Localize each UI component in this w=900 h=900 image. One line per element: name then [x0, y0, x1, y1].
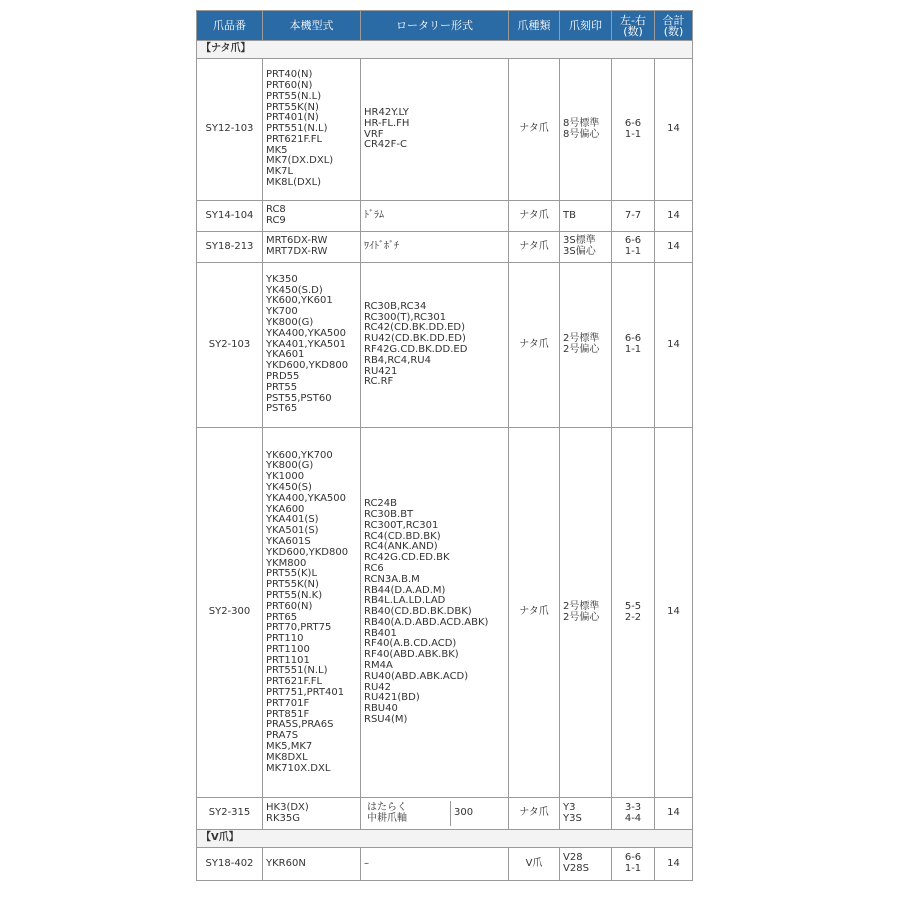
machine-model-cell-line: YKR60N: [266, 857, 306, 869]
claw-mark-cell-line: 2号標準: [563, 600, 600, 612]
machine-model-cell-line: PST55,PST60: [266, 392, 332, 404]
rotary-type-cell-line: RF42G.CD.BK.DD.ED: [364, 344, 468, 355]
machine-model-cell-line: PRT55K(N): [266, 579, 319, 591]
machine-model-cell-line: MK5,MK7: [266, 741, 313, 753]
machine-model-cell-line: PRT401(N): [266, 112, 319, 124]
machine-model-cell-line: MK8DXL: [266, 751, 308, 763]
rotary-type-line: 中耕爪軸: [367, 812, 407, 824]
machine-model-cell-line: YK800(G): [266, 317, 314, 328]
rotary-type-cell-line: RU42: [364, 681, 391, 693]
rotary-type-cell-line: RC42(CD.BK.DD.ED): [364, 322, 466, 334]
machine-model-cell-line: YK700: [266, 306, 298, 318]
machine-model-cell-line: PRT55: [266, 381, 298, 393]
rotary-type-cell: [361, 232, 509, 263]
left-right-count-cell-line: 6-6: [624, 333, 642, 345]
machine-model-cell-line: YKA401,YKA501: [266, 338, 347, 350]
header-left-right-count: 左-右 (数): [612, 11, 655, 41]
machine-model-cell-line: YKA501(S): [266, 525, 319, 537]
machine-model-cell-line: PRT551(N.L): [266, 123, 328, 135]
rotary-type-cell-line: RB40(A.D.ABD.ACD.ABK): [364, 616, 489, 628]
header-machine-model: 本機型式: [263, 11, 361, 41]
left-right-count-cell-line: 5-5: [624, 600, 642, 612]
total-count-cell: 14: [655, 59, 693, 201]
machine-model-cell-line: YKA601S: [266, 535, 311, 547]
left-right-count-cell: [612, 232, 655, 263]
left-right-count-cell: [612, 848, 655, 881]
claw-mark-cell-line: 2号偏心: [563, 344, 600, 355]
left-right-count-cell: [612, 59, 655, 201]
section-label: 【V爪】: [197, 830, 693, 848]
machine-model-cell: [263, 232, 361, 263]
claw-mark-cell: [560, 848, 612, 881]
rotary-type-cell-line: HR-FL.FH: [364, 117, 410, 129]
left-right-count-cell-line: 4-4: [624, 812, 642, 824]
machine-model-cell-line: PRT55K(N): [266, 101, 319, 113]
machine-model-cell-line: YKA600: [266, 503, 305, 515]
rotary-type-cell-line: RF40(A.B.CD.ACD): [364, 638, 457, 650]
claw-type-cell: ナタ爪: [509, 201, 560, 232]
machine-model-cell-line: PRT701F: [266, 697, 310, 709]
claw-mark-cell: [560, 263, 612, 428]
table-row: [197, 263, 693, 428]
machine-model-cell-line: PRT40(N): [266, 69, 313, 81]
machine-model-cell: [263, 201, 361, 232]
machine-model-cell-line: MRT6DX-RW: [266, 235, 328, 247]
left-right-count-cell: [612, 428, 655, 798]
claw-mark-cell: [560, 232, 612, 263]
rotary-type-cell-line: RB40(CD.BD.BK.DBK): [364, 606, 472, 618]
machine-model-cell: [263, 798, 361, 830]
claw-mark-cell-line: 2号標準: [563, 333, 600, 345]
machine-model-cell-line: PRT851F: [266, 708, 310, 720]
machine-model-cell: [263, 848, 361, 881]
machine-model-cell-line: PRT60(N): [266, 79, 313, 91]
machine-model-cell-line: YK350: [266, 273, 298, 285]
header-claw-mark: 爪刻印: [560, 11, 612, 41]
left-right-count-cell-line: 6-6: [624, 235, 642, 247]
table-row: [197, 59, 693, 201]
claw-type-cell: V爪: [509, 848, 560, 881]
machine-model-cell-line: PRT55(N.K): [266, 589, 323, 601]
machine-model-cell-line: YK450(S): [266, 481, 312, 493]
rotary-type-sub-left: [364, 801, 451, 827]
table-row: [197, 201, 693, 232]
machine-model-cell-line: YKA401(S): [266, 514, 319, 526]
rotary-type-cell-line: RSU4(M): [364, 714, 408, 726]
machine-model-cell-line: MK7L: [266, 166, 294, 178]
claw-mark-cell: [560, 428, 612, 798]
machine-model-cell-line: PRD55: [266, 370, 300, 382]
machine-model-cell-line: HK3(DX): [266, 801, 309, 813]
left-right-count-cell: [612, 798, 655, 830]
machine-model-cell-line: RC8: [266, 204, 286, 216]
total-count-cell: 14: [655, 232, 693, 263]
machine-model-cell-line: PRT65: [266, 611, 298, 623]
claw-mark-cell-line: V28S: [563, 863, 589, 874]
rotary-type-cell-line: RC4(CD.BD.BK): [364, 530, 441, 542]
claw-type-cell: ナタ爪: [509, 59, 560, 201]
machine-model-cell-line: YKA601: [266, 349, 305, 361]
part-number-cell: SY2-300: [197, 428, 263, 798]
claw-mark-cell-line: 8号標準: [563, 117, 600, 129]
machine-model-cell-line: MK710X.DXL: [266, 762, 331, 774]
machine-model-cell-line: YK600,YK601: [266, 295, 333, 307]
rotary-type-cell-line: –: [364, 857, 369, 869]
machine-model-cell-line: MK5: [266, 144, 288, 156]
header-total-count: 合計 (数): [655, 11, 693, 41]
machine-model-cell-line: RK35G: [266, 812, 300, 824]
left-right-count-cell-line: 1-1: [624, 344, 642, 355]
rotary-type-cell-line: RBU40: [364, 703, 398, 715]
rotary-type-cell-line: RU40(ABD.ABK.ACD): [364, 670, 469, 682]
rotary-type-cell-line: RC24B: [364, 498, 398, 510]
rotary-type-cell: [361, 263, 509, 428]
machine-model-cell-line: PRT1101: [266, 654, 310, 666]
machine-model-cell-line: PRT55(N.L): [266, 90, 322, 102]
left-right-count-cell: [612, 201, 655, 232]
machine-model-cell-line: YKD600,YKD800: [266, 546, 349, 558]
claw-mark-cell-line: TB: [563, 209, 576, 221]
rotary-type-cell-line: RU421: [364, 365, 398, 377]
claw-mark-cell-line: Y3S: [563, 812, 582, 824]
header-row: [197, 11, 693, 41]
machine-model-cell-line: YKA400,YKA500: [266, 492, 347, 504]
claw-type-cell: ナタ爪: [509, 263, 560, 428]
claw-mark-cell: [560, 201, 612, 232]
machine-model-cell-line: YK450(S.D): [266, 284, 323, 296]
claw-mark-cell: [560, 798, 612, 830]
machine-model-cell-line: PRT621F.FL: [266, 676, 323, 688]
spec-table: [196, 10, 693, 881]
rotary-type-cell: [361, 848, 509, 881]
table-row: [197, 798, 693, 830]
rotary-type-cell-line: HR42Y.LY: [364, 106, 409, 118]
machine-model-cell-line: PRA5S,PRA6S: [266, 719, 334, 731]
machine-model-cell-line: RC9: [266, 215, 286, 226]
claw-mark-cell-line: 2号偏心: [563, 611, 600, 623]
section-row: [197, 41, 693, 59]
total-count-cell: 14: [655, 848, 693, 881]
machine-model-cell: [263, 263, 361, 428]
machine-model-cell-line: YK800(G): [266, 460, 314, 472]
rotary-type-cell: [361, 428, 509, 798]
left-right-count-cell-line: 7-7: [624, 209, 642, 221]
machine-model-cell-line: MK8L(DXL): [266, 177, 322, 189]
machine-model-cell-line: YKD600,YKD800: [266, 360, 349, 372]
rotary-type-sub-right: 300: [454, 807, 474, 819]
machine-model-cell-line: PRT551(N.L): [266, 665, 328, 677]
rotary-type-cell: [361, 59, 509, 201]
machine-model-cell-line: PRT751,PRT401: [266, 687, 345, 699]
rotary-type-cell-line: RB44(D.A.AD.M): [364, 584, 446, 596]
rotary-type-cell-line: RU421(BD): [364, 692, 420, 704]
total-count-cell: 14: [655, 263, 693, 428]
part-number-cell: SY18-402: [197, 848, 263, 881]
left-right-count-cell-line: 1-1: [624, 863, 642, 874]
rotary-type-cell-line: RB401: [364, 627, 397, 639]
part-number-cell: SY12-103: [197, 59, 263, 201]
machine-model-cell-line: PRT1100: [266, 643, 310, 655]
rotary-type-cell-line: RC4(ANK.AND): [364, 541, 438, 553]
part-number-cell: SY18-213: [197, 232, 263, 263]
rotary-type-line: はたらく: [367, 801, 407, 813]
machine-model-cell-line: YKM800: [266, 557, 307, 569]
part-number-cell: SY2-315: [197, 798, 263, 830]
left-right-count-cell-line: 6-6: [624, 117, 642, 129]
machine-model-cell-line: MK7(DX.DXL): [266, 155, 334, 167]
machine-model-cell-line: PST65: [266, 403, 298, 415]
rotary-type-cell: [361, 798, 509, 830]
rotary-type-cell-line: RC300T,RC301: [364, 519, 439, 531]
header-rotary-type: ロータリー形式: [361, 11, 509, 41]
left-right-count-cell: [612, 263, 655, 428]
rotary-type-cell-line: RC42G.CD.ED.BK: [364, 552, 450, 564]
table-row: [197, 848, 693, 881]
machine-model-cell-line: PRT55(K)L: [266, 568, 318, 580]
header-part-number: 爪品番: [197, 11, 263, 41]
rotary-type-cell-line: ﾄﾞﾗﾑ: [364, 209, 384, 221]
rotary-type-cell-line: RC6: [364, 562, 384, 574]
section-row: [197, 830, 693, 848]
machine-model-cell-line: MRT7DX-RW: [266, 246, 328, 257]
left-right-count-cell-line: 2-2: [624, 611, 642, 623]
rotary-type-cell-line: ﾜｲﾄﾞﾎﾞﾁ: [364, 240, 399, 252]
left-right-count-cell-line: 1-1: [624, 246, 642, 257]
machine-model-cell-line: PRT110: [266, 633, 304, 645]
total-count-cell: 14: [655, 201, 693, 232]
machine-model-cell: [263, 59, 361, 201]
rotary-type-cell-line: RF40(ABD.ABK.BK): [364, 649, 459, 661]
rotary-type-cell-line: RC30B.BT: [364, 508, 414, 520]
claw-mark-cell-line: 3S偏心: [563, 246, 596, 257]
rotary-type-cell-line: RM4A: [364, 660, 393, 672]
claw-type-cell: ナタ爪: [509, 428, 560, 798]
total-count-cell: 14: [655, 798, 693, 830]
rotary-type-cell-line: RB4,RC4,RU4: [364, 354, 431, 366]
claw-mark-cell: [560, 59, 612, 201]
left-right-count-cell-line: 1-1: [624, 128, 642, 140]
rotary-type-cell-line: RC.RF: [364, 376, 394, 388]
rotary-type-cell-line: RC30B,RC34: [364, 300, 427, 312]
total-count-cell: 14: [655, 428, 693, 798]
part-number-cell: SY14-104: [197, 201, 263, 232]
machine-model-cell-line: YK1000: [266, 471, 305, 483]
left-right-count-cell-line: 3-3: [624, 801, 642, 813]
claw-mark-cell-line: 8号偏心: [563, 128, 600, 140]
rotary-type-cell-line: CR42F-C: [364, 139, 407, 151]
machine-model-cell-line: YKA400,YKA500: [266, 327, 347, 339]
rotary-type-cell-line: RB4L.LA.LD.LAD: [364, 595, 446, 607]
table-row: [197, 428, 693, 798]
claw-type-cell: ナタ爪: [509, 232, 560, 263]
machine-model-cell-line: PRT60(N): [266, 600, 313, 612]
machine-model-cell-line: YK600,YK700: [266, 449, 333, 461]
claw-mark-cell-line: V28: [563, 852, 583, 864]
machine-model-cell-line: PRA7S: [266, 730, 299, 742]
claw-mark-cell-line: Y3: [563, 801, 576, 813]
rotary-type-cell-line: RCN3A.B.M: [364, 573, 420, 585]
rotary-type-cell: [361, 201, 509, 232]
section-label: 【ナタ爪】: [197, 41, 693, 59]
header-claw-type: 爪種類: [509, 11, 560, 41]
claw-type-cell: ナタ爪: [509, 798, 560, 830]
claw-mark-cell-line: 3S標準: [563, 235, 596, 247]
machine-model-cell-line: PRT70,PRT75: [266, 622, 332, 634]
left-right-count-cell-line: 6-6: [624, 852, 642, 864]
rotary-type-cell-line: VRF: [364, 128, 384, 140]
machine-model-cell-line: PRT621F.FL: [266, 133, 323, 145]
part-number-cell: SY2-103: [197, 263, 263, 428]
machine-model-cell: [263, 428, 361, 798]
rotary-type-cell-line: RU42(CD.BK.DD.ED): [364, 333, 466, 345]
rotary-type-cell-line: RC300(T),RC301: [364, 311, 447, 323]
table-row: [197, 232, 693, 263]
